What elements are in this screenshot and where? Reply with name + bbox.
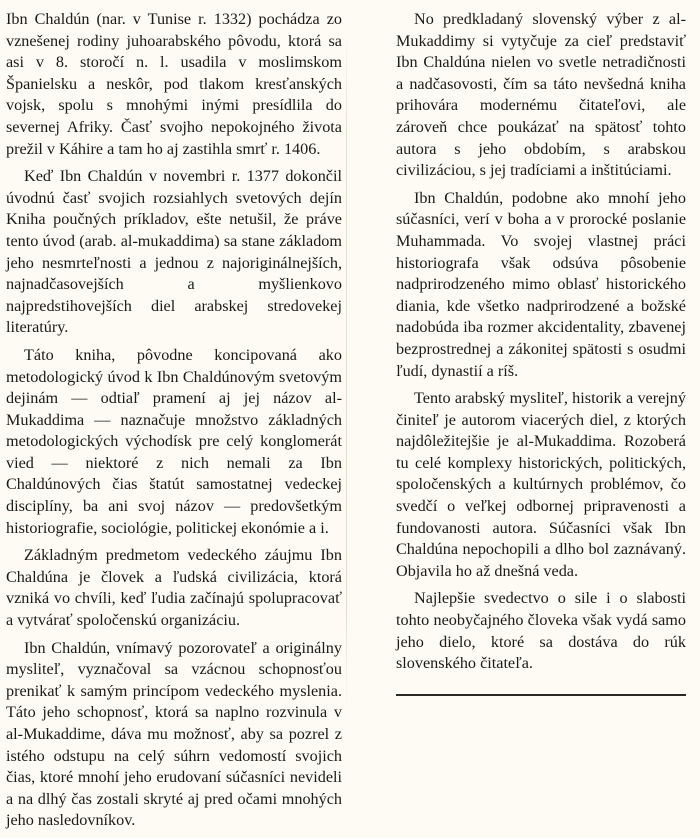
paragraph: Táto kniha, pôvodne koncipovaná ako metodologický úvod k Ibn Chaldúnovým svetovým dejinám — odtiaľ pramení aj jej názov al-Mukaddima — naznačuje množstvo základných metodologických východísk pre celý konglomerát vied — niektoré z nich nemali za Ibn Chaldúnových čias štatút samostatnej vedeckej disciplíny, ba ani svoj názov — predovšetkým historiografie, sociológie, politickej ekonómie a i. <box>6 345 342 537</box>
left-column <box>6 9 342 838</box>
right-column <box>396 9 686 681</box>
paragraph: Ibn Chaldún, podobne ako mnohí jeho súčasníci, verí v boha a v prorocké poslanie Muhammada. Vo svojej vlastnej práci historiografa však odsúva pôsobenie nadprirodzeného mimo oblasť historického diania, kde všetko nadprirodzené a božské nadobúda iba rozmer akcidentality, zbavenej bezprostrednej a zákonitej spätosti s osudmi ľudí, dynastií a ríš. <box>396 188 686 380</box>
paragraph: Tento arabský mysliteľ, historik a verejný činiteľ je autorom viacerých diel, z ktorých najdôležitejšie je al-Mukaddima. Rozoberá tu celé komplexy historických, politických, spoločenských a kultúrnych problémov, čo svedčí o veľkej odbornej pripravenosti a fundovanosti autora. Súčasníci však Ibn Chaldúna nepochopili a dlho bol zaznávaný. Objavila ho až dnešná veda. <box>396 389 686 580</box>
paragraph: Základným predmetom vedeckého záujmu Ibn Chaldúna je človek a ľudská civilizácia, ktorá vzniká vo chvíli, keď ľudia začínajú spolupracovať a vytvárať spoločenskú organizáciu. <box>6 546 342 630</box>
page-gutter <box>346 28 347 708</box>
paragraph: Keď Ibn Chaldún v novembri r. 1377 dokončil úvodnú časť svojich rozsiahlych svetových dejín Kniha poučných príkladov, ešte netušil, že práve tento úvod (arab. al-mukaddima) sa stane základom jeho nesmrteľnosti a jednou z najoriginálnejších, najnadčasovejších a myšlienkovo najpredstihovejších diel arabskej stredovekej literatúry. <box>6 167 342 337</box>
paragraph: No predkladaný slovenský výber z al-Mukaddimy si vytyčuje za cieľ predstaviť Ibn Chaldúna nielen vo svetle netradičnosti a nadčasovosti, čím sa táto nevšedná kniha prihovára modernému čitateľovi, ale zároveň chce poukázať na spätosť tohto autora s jeho obdobím, s arabskou civilizáciou, s jej tradíciami a inštitúciami. <box>396 10 686 180</box>
paragraph: Ibn Chaldún, vnímavý pozorovateľ a originálny mysliteľ, vyznačoval sa vzácnou schopnosťou prenikať k samým princípom vedeckého myslenia. Táto jeho schopnosť, ktorá sa naplno rozvinula v al-Mukaddime, dáva mu možnosť, aby sa pozrel z istého odstupu na celý súhrn vedomostí svojich čias, ktoré mnohí jeho erudovaní súčasníci nevideli a na dlhý čas zostali skryté aj pred očami mnohých jeho nasledovníkov. <box>6 638 342 830</box>
paragraph: Ibn Chaldún (nar. v Tunise r. 1332) pochádza zo vznešenej rodiny juhoarabského pôvodu, ktorá sa asi v 8. storočí n. l. usadila v moslimskom Španielsku a neskôr, pod tlakom kresťanských vojsk, spolu s mnohými inými presídlila do severnej Afriky. Časť svojho nepokojného života prežil v Káhire a tam ho aj zastihla smrť r. 1406. <box>6 10 342 158</box>
paragraph: Najlepšie svedectvo o sile i o slabosti tohto neobyčajného človeka však vydá samo jeho dielo, ktoré sa dostáva do rúk slovenského čitateľa. <box>396 589 686 673</box>
footnote-divider-rule <box>396 694 686 696</box>
